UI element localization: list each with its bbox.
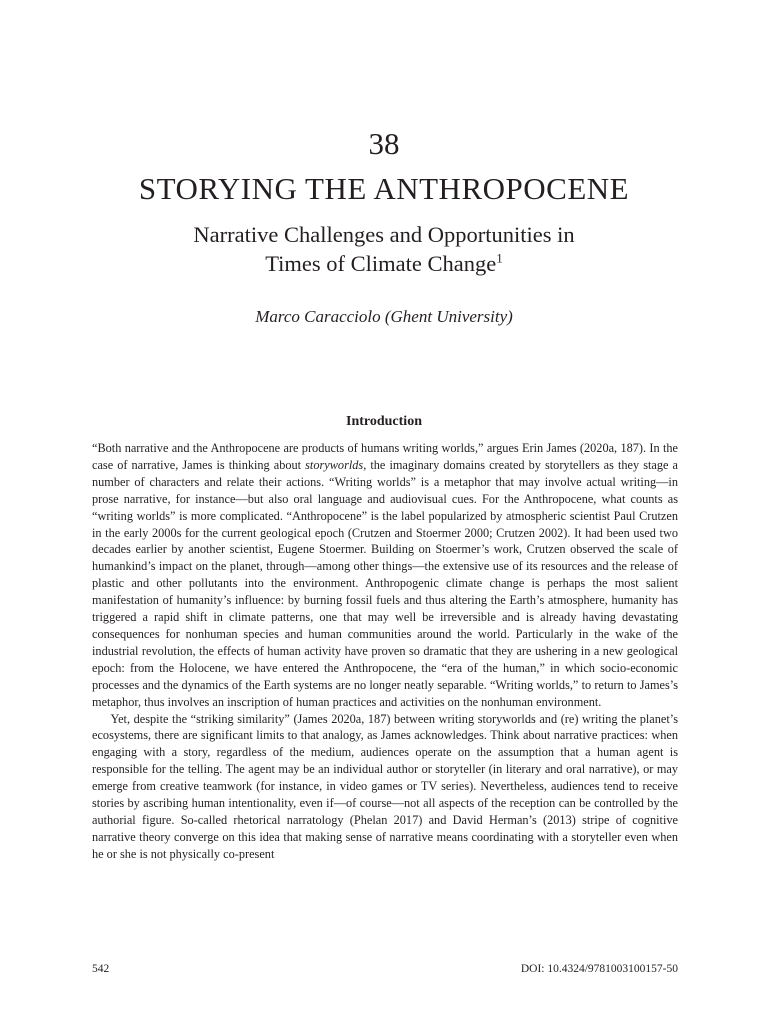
chapter-subtitle-line-1: Narrative Challenges and Opportunities in <box>193 222 575 247</box>
chapter-number: 38 <box>368 126 400 161</box>
doi-link[interactable]: DOI: 10.4324/9781003100157-50 <box>520 963 678 975</box>
paragraph-1-part-2: , the imaginary domains created by storytellers as they stage a number of characters and relate their actions. “Writing worlds” is a metaphor that may involve actual writing—in prose narrative, for instance—but also oral language and audiovisual cues. For the Anthropocene, what counts as “writing worlds” is more complicated. “Anthropocene” is the label popularized by atmospheric scientist Paul Crutzen in the early 2000s for the current geological epoch (Crutzen and Stoermer 2000; Crutzen 2002). It had been used two decades earlier by another scientist, Eugene Stoermer. Building on Stoermer’s work, Crutzen observed the scale of humankind’s impact on the planet, through—among other things—the extensive use of its resources and the release of plastic and other pollutants into the environment. Anthropogenic climate change is perhaps the most salient manifestation of humanity’s influence: by burning fossil fuels and thus altering the Earth’s atmosphere, humanity has triggered a rapid shift in climate patterns, one that may well be irreversible and is already having devastating consequences for nonhuman species and human communities around the world. Particularly in the wake of the industrial revolution, the effects of human activity have proven so dramatic that they are ushering in a new geological epoch: from the Holocene, we have entered the Anthropocene, the “era of the human,” in which socio-economic processes and the dynamics of the Earth systems are no longer neatly separable. “Writing worlds,” to return to James’s metaphor, thus involves an inscription of human practices and activities on the nonhuman environment. <box>92 457 678 709</box>
body-text <box>92 440 678 863</box>
chapter-subtitle-line-2 <box>0 249 768 278</box>
paragraph-1-part-1: “Both narrative and the Anthropocene are products of humans writing worlds,” argues Erin James (2020a, 187). In the case of narrative, James is thinking about <box>92 441 678 472</box>
author-byline: Marco Caracciolo (Ghent University) <box>255 307 513 326</box>
paragraph-1 <box>92 440 678 711</box>
chapter-title: STORYING THE ANTHROPOCENE <box>138 171 630 206</box>
paragraph-1-emphasis: storyworlds <box>305 457 364 472</box>
page-number: 542 <box>92 963 110 975</box>
chapter-subtitle <box>0 220 768 278</box>
paragraph-2: Yet, despite the “striking similarity” (James 2020a, 187) between writing storyworlds and (re) writing the planet’s ecosystems, there are significant limits to that analogy, as James acknowledges. Think about narrative practices: when engaging with a story, regardless of the medium, audiences operate on the assumption that a human agent is responsible for the telling. The agent may be an individual author or storyteller (in literary and oral narrative), or may emerge from creative teamwork (for instance, in video games or TV series). Nevertheless, audiences tend to receive stories by ascribing human intentionality, even if—of course—not all aspects of the reception can be controlled by the authorial figure. So-called rhetorical narratology (Phelan 2017) and David Herman’s (2013) stripe of cognitive narrative theory converge on this idea that making sense of narrative means coordinating with a storyteller even when he or she is not physically co-present <box>92 711 678 861</box>
section-heading: Introduction <box>346 414 422 429</box>
chapter-subtitle-line-2-text: Times of Climate Change <box>265 251 497 276</box>
footnote-marker[interactable]: 1 <box>496 250 503 266</box>
